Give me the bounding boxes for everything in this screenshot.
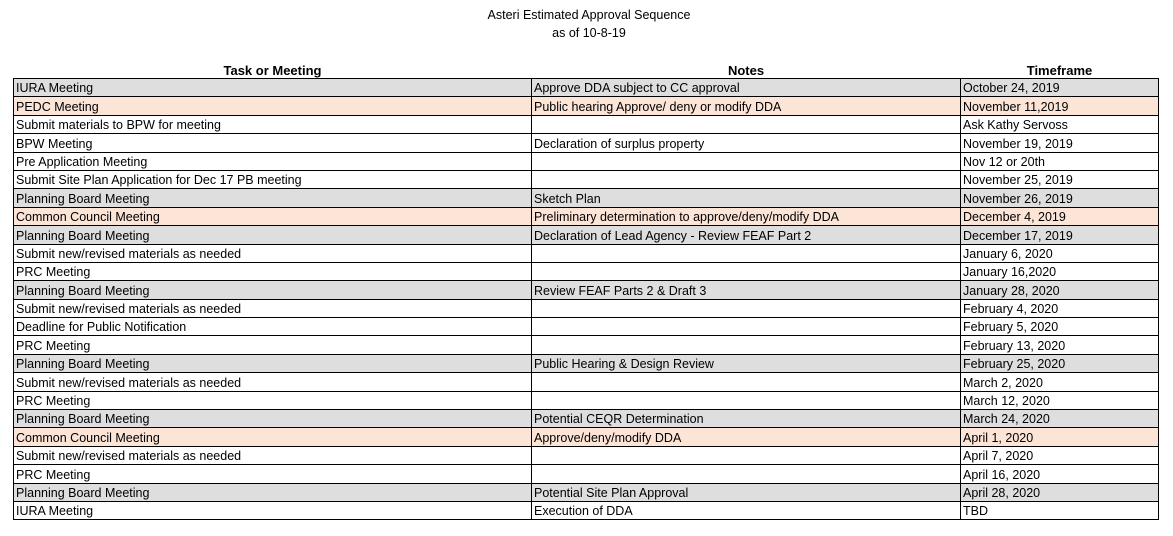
timeframe-cell: March 24, 2020 [961,410,1159,428]
task-cell: PRC Meeting [14,391,532,409]
table-row [14,391,1159,409]
table-row [14,97,1159,115]
timeframe-cell: October 24, 2019 [961,79,1159,97]
notes-cell: Public Hearing & Design Review [532,354,961,372]
notes-cell [532,152,961,170]
table-row [14,134,1159,152]
timeframe-cell: January 16,2020 [961,262,1159,280]
task-cell: Planning Board Meeting [14,281,532,299]
table-row [14,354,1159,372]
header-task: Task or Meeting [223,63,322,78]
table-row [14,465,1159,483]
task-cell: Submit new/revised materials as needed [14,373,532,391]
notes-cell [532,115,961,133]
timeframe-cell: November 26, 2019 [961,189,1159,207]
task-cell: Submit Site Plan Application for Dec 17 PB meeting [14,170,532,188]
table-row [14,483,1159,501]
timeframe-cell: April 16, 2020 [961,465,1159,483]
notes-cell [532,318,961,336]
notes-cell: Approve DDA subject to CC approval [532,79,961,97]
timeframe-cell: December 17, 2019 [961,226,1159,244]
task-cell: PRC Meeting [14,262,532,280]
task-cell: Submit materials to BPW for meeting [14,115,532,133]
header-notes: Notes [727,63,765,78]
table-row [14,207,1159,225]
table-row [14,189,1159,207]
table-row [14,281,1159,299]
timeframe-cell: April 1, 2020 [961,428,1159,446]
task-cell: Submit new/revised materials as needed [14,446,532,464]
notes-cell: Potential CEQR Determination [532,410,961,428]
table-row [14,373,1159,391]
notes-cell [532,336,961,354]
table-row [14,501,1159,519]
task-cell: Submit new/revised materials as needed [14,244,532,262]
timeframe-cell: February 25, 2020 [961,354,1159,372]
timeframe-cell: March 2, 2020 [961,373,1159,391]
task-cell: PRC Meeting [14,465,532,483]
table-row [14,152,1159,170]
timeframe-cell: Nov 12 or 20th [961,152,1159,170]
timeframe-cell: Ask Kathy Servoss [961,115,1159,133]
notes-cell: Preliminary determination to approve/deny/modify DDA [532,207,961,225]
table-row [14,410,1159,428]
table-row [14,262,1159,280]
document-subtitle: as of 10-8-19 [552,26,626,40]
notes-cell: Execution of DDA [532,501,961,519]
table-row [14,170,1159,188]
timeframe-cell: November 11,2019 [961,97,1159,115]
timeframe-cell: April 28, 2020 [961,483,1159,501]
notes-cell: Declaration of Lead Agency - Review FEAF Part 2 [532,226,961,244]
table-row [14,336,1159,354]
timeframe-cell: December 4, 2019 [961,207,1159,225]
document-title: Asteri Estimated Approval Sequence [487,8,691,22]
notes-cell [532,465,961,483]
timeframe-cell: January 6, 2020 [961,244,1159,262]
notes-cell: Sketch Plan [532,189,961,207]
table-body [14,79,1159,520]
task-cell: Planning Board Meeting [14,226,532,244]
timeframe-cell: March 12, 2020 [961,391,1159,409]
notes-cell [532,391,961,409]
table-row [14,446,1159,464]
task-cell: Deadline for Public Notification [14,318,532,336]
timeframe-cell: February 5, 2020 [961,318,1159,336]
timeframe-cell: November 25, 2019 [961,170,1159,188]
task-cell: PRC Meeting [14,336,532,354]
notes-cell: Approve/deny/modify DDA [532,428,961,446]
notes-cell [532,244,961,262]
notes-cell [532,373,961,391]
table-row [14,226,1159,244]
table-row [14,244,1159,262]
timeframe-cell: April 7, 2020 [961,446,1159,464]
task-cell: Planning Board Meeting [14,189,532,207]
table-row [14,428,1159,446]
notes-cell [532,299,961,317]
task-cell: Submit new/revised materials as needed [14,299,532,317]
table-row [14,318,1159,336]
table-row [14,299,1159,317]
header-row [14,61,1159,79]
task-cell: Common Council Meeting [14,207,532,225]
notes-cell [532,262,961,280]
table-row [14,79,1159,97]
header-timeframe: Timeframe [1026,63,1093,78]
task-cell: Planning Board Meeting [14,483,532,501]
task-cell: IURA Meeting [14,501,532,519]
timeframe-cell: February 13, 2020 [961,336,1159,354]
notes-cell: Public hearing Approve/ deny or modify DDA [532,97,961,115]
document-title-block [0,6,1173,42]
timeframe-cell: February 4, 2020 [961,299,1159,317]
table-row [14,115,1159,133]
task-cell: Common Council Meeting [14,428,532,446]
timeframe-cell: TBD [961,501,1159,519]
notes-cell [532,170,961,188]
timeframe-cell: November 19, 2019 [961,134,1159,152]
notes-cell [532,446,961,464]
timeframe-cell: January 28, 2020 [961,281,1159,299]
task-cell: Pre Application Meeting [14,152,532,170]
approval-sequence-table [13,61,1159,520]
notes-cell: Declaration of surplus property [532,134,961,152]
task-cell: IURA Meeting [14,79,532,97]
notes-cell: Review FEAF Parts 2 & Draft 3 [532,281,961,299]
notes-cell: Potential Site Plan Approval [532,483,961,501]
task-cell: Planning Board Meeting [14,354,532,372]
task-cell: PEDC Meeting [14,97,532,115]
task-cell: Planning Board Meeting [14,410,532,428]
task-cell: BPW Meeting [14,134,532,152]
